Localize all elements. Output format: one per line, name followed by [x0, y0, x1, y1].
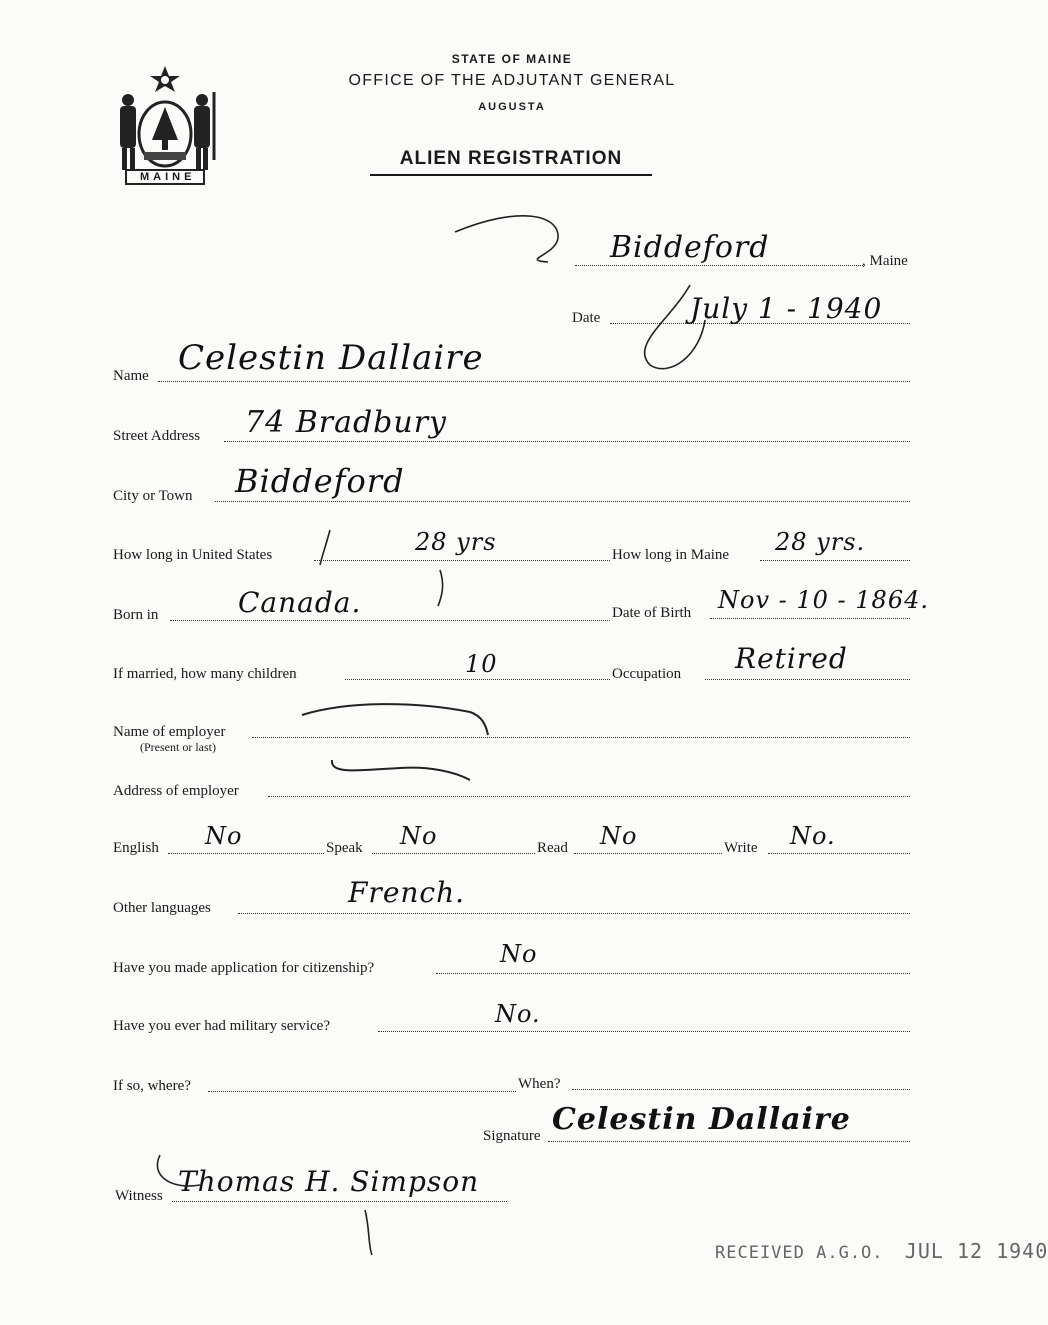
maine-suffix: , Maine — [862, 253, 908, 269]
received-stamp-text: RECEIVED A.G.O. — [715, 1243, 884, 1263]
write-line — [768, 853, 910, 854]
street-label: Street Address — [113, 428, 201, 444]
read-value: No — [600, 822, 638, 850]
employer-line — [252, 737, 910, 738]
dob-label: Date of Birth — [612, 605, 692, 621]
name-line — [158, 381, 910, 382]
english-label: English — [113, 840, 159, 856]
signature-label: Signature — [483, 1128, 541, 1144]
citizenship-label: Have you made application for citizenship? — [113, 960, 375, 976]
city-value: Biddeford — [235, 462, 405, 500]
witness-label: Witness — [115, 1188, 163, 1204]
occupation-value: Retired — [735, 642, 848, 675]
write-value: No. — [790, 822, 836, 850]
street-line — [224, 441, 910, 442]
english-value: No — [205, 822, 243, 850]
header-office: OFFICE OF THE ADJUTANT GENERAL — [348, 72, 676, 89]
place-line — [575, 265, 863, 266]
speak-value: No — [400, 822, 438, 850]
speak-label: Speak — [326, 840, 363, 856]
seal-banner-text: MAINE — [140, 171, 196, 183]
english-line — [168, 853, 324, 854]
us-duration-label: How long in United States — [113, 547, 273, 563]
other-languages-line — [238, 913, 910, 914]
employer-sublabel: (Present or last) — [140, 740, 216, 754]
children-value: 10 — [465, 650, 498, 678]
maine-duration-value: 28 yrs. — [775, 528, 866, 556]
speak-line — [372, 853, 535, 854]
city-label: City or Town — [113, 488, 193, 504]
us-duration-line — [314, 560, 610, 561]
name-label: Name — [113, 368, 149, 384]
born-label: Born in — [113, 607, 159, 623]
form-title: ALIEN REGISTRATION — [370, 148, 652, 176]
other-languages-label: Other languages — [113, 900, 211, 916]
when-line — [572, 1089, 910, 1090]
citizenship-line — [436, 973, 910, 974]
header-state: STATE OF MAINE — [451, 52, 573, 66]
header-city: AUGUSTA — [478, 101, 546, 113]
witness-line — [172, 1201, 507, 1202]
date-label: Date — [572, 310, 601, 326]
read-line — [574, 853, 722, 854]
children-line — [345, 679, 610, 680]
when-label: When? — [518, 1076, 561, 1092]
employer-address-label: Address of employer — [113, 783, 239, 799]
children-label: If married, how many children — [113, 666, 297, 682]
citizenship-value: No — [500, 940, 538, 968]
born-value: Canada. — [238, 586, 362, 619]
read-label: Read — [537, 840, 568, 856]
date-value: July 1 - 1940 — [690, 292, 883, 325]
military-line — [378, 1031, 910, 1032]
street-value: 74 Bradbury — [245, 405, 448, 440]
employer-address-line — [268, 796, 910, 797]
city-line — [215, 501, 910, 502]
maine-duration-line — [760, 560, 910, 561]
received-stamp — [715, 1239, 1048, 1263]
dob-line — [710, 618, 910, 619]
where-label: If so, where? — [113, 1078, 191, 1094]
other-languages-value: French. — [348, 876, 466, 909]
place-value: Biddeford — [610, 230, 770, 265]
name-value: Celestin Dallaire — [178, 338, 484, 378]
signature-line — [548, 1141, 910, 1142]
witness-value: Thomas H. Simpson — [178, 1165, 480, 1198]
military-label: Have you ever had military service? — [113, 1018, 330, 1034]
write-label: Write — [724, 840, 758, 856]
born-line — [170, 620, 610, 621]
military-value: No. — [495, 1000, 541, 1028]
signature-value: Celestin Dallaire — [552, 1102, 851, 1137]
occupation-line — [705, 679, 910, 680]
received-stamp-date: JUL 12 1940 — [904, 1239, 1048, 1263]
dob-value: Nov - 10 - 1864. — [718, 586, 929, 614]
maine-duration-label: How long in Maine — [612, 547, 730, 563]
us-duration-value: 28 yrs — [415, 528, 497, 556]
occupation-label: Occupation — [612, 666, 682, 682]
employer-label: Name of employer — [113, 724, 226, 740]
where-line — [208, 1091, 516, 1092]
